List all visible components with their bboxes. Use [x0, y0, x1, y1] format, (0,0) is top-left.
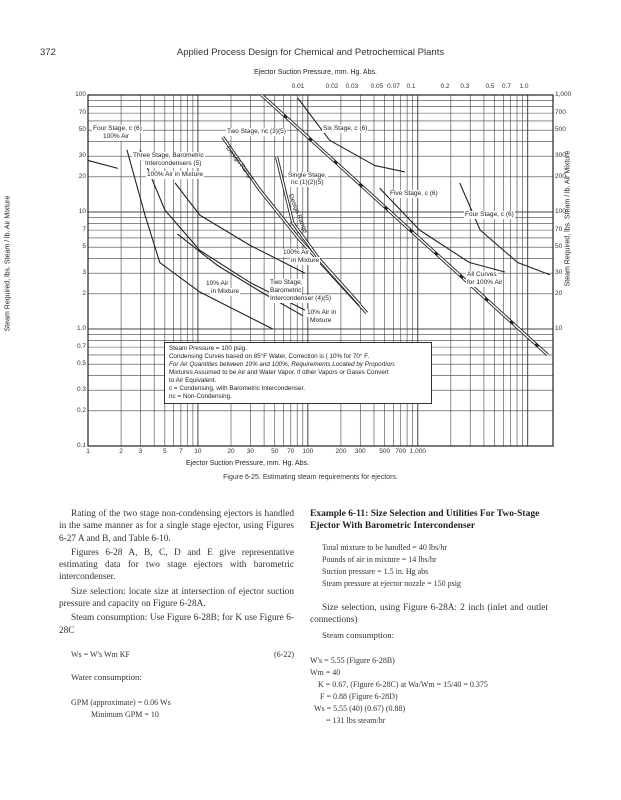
y-tick-label: 50: [78, 126, 86, 134]
y-tick-label: 3: [82, 269, 86, 277]
x2-tick-label: 0.2: [440, 83, 450, 90]
given-line: Steam pressure at ejector nozzle = 150 psig: [322, 579, 461, 588]
annotation: Intercondensers (5): [145, 160, 202, 167]
x-tick-label: 100: [302, 448, 314, 455]
y2-tick-label: 20: [555, 289, 563, 297]
y2-tick-label: 300: [555, 152, 566, 160]
y2-tick-label: 700: [555, 109, 566, 117]
y2-tick-label: 500: [555, 126, 566, 134]
annotation: Design Range: [224, 145, 256, 182]
x-tick-label: 20: [227, 448, 235, 455]
annotation: Four Stage, c (6): [93, 125, 142, 132]
annotation: 10% Air in: [307, 309, 337, 316]
calc-line: Wm = 40: [310, 667, 341, 677]
annotation: Barometric: [270, 287, 302, 294]
calc-line: Ws = 5.55 (40) (0.67) (0.88): [314, 703, 406, 713]
y2-tick-label: 50: [555, 243, 563, 251]
y-tick-label: 10: [78, 208, 86, 215]
annotation: for 100% Air: [467, 279, 503, 286]
annotation: 100% Air: [283, 249, 310, 256]
given-line: Suction pressure = 1.5 in. Hg abs: [322, 567, 429, 576]
y-tick-label: 70: [78, 109, 86, 117]
page-number: 372: [40, 47, 56, 58]
bottom-x-axis-label: Ejector Suction Pressure, mm. Hg. Abs.: [186, 460, 309, 467]
x-tick-label: 2: [119, 448, 123, 455]
y-tick-label: 0.1: [76, 442, 86, 449]
y2-tick-label: 70: [555, 226, 563, 234]
right-column: [310, 508, 548, 727]
y2-tick-label: 10: [555, 325, 563, 332]
paragraph: Size selection, using Figure 6-28A: 2 inch (inlet and outlet connections): [310, 603, 548, 626]
given-line: Pounds of air in mixture = 14 lbs/hr: [322, 555, 437, 564]
annotation: All Curves: [467, 271, 497, 278]
y2-tick-label: 200: [555, 172, 566, 180]
calc-line: F = 0.88 (Figure 6-28D): [320, 691, 398, 701]
y-tick-label: 0.2: [76, 406, 86, 414]
annotation: Six Stage, c (6): [323, 125, 368, 132]
annotation: nc (1)(2)(5): [291, 179, 324, 186]
y-tick-label: 2: [82, 289, 86, 297]
x2-tick-label: 0.5: [485, 83, 495, 90]
x2-tick-label: 0.01: [291, 83, 305, 90]
gpm-minimum: Minimum GPM = 10: [91, 710, 159, 720]
example-heading: Example 6-11: Size Selection and Utilities For Two-Stage Ejector With Barometric Intercondenser: [310, 509, 540, 531]
annotation: Three Stage, Barometric: [133, 152, 204, 159]
y-tick-label: 0.7: [76, 343, 86, 351]
y-tick-label: 5: [82, 243, 86, 251]
x2-tick-label: 0.07: [387, 83, 400, 90]
calc-line: = 131 lbs steam/hr: [326, 715, 386, 725]
paragraph: Size selection: locate size at intersection of ejector suction pressure and capacity on Figure 6-28A.: [59, 586, 294, 610]
annotation: 100% Air in Mixture: [147, 171, 203, 178]
y-tick-label: 20: [78, 172, 86, 180]
annotation: in Mixture: [211, 288, 240, 295]
subheading: Water consumption:: [71, 672, 142, 683]
annotation: in Mixture: [291, 257, 320, 264]
series-line: [298, 98, 405, 172]
chart-legend-notes: [164, 342, 432, 404]
gpm-formula: GPM (approximate) = 0.06 Ws: [71, 698, 171, 708]
running-title: Applied Process Design for Chemical and Petrochemical Plants: [176, 47, 445, 58]
x-tick-label: 70: [287, 448, 295, 455]
legend-line: Steam Pressure = 100 psig.: [169, 345, 247, 352]
x2-tick-label: 0.7: [501, 83, 511, 90]
annotation: Two Stage, nc (3)(5): [227, 128, 286, 135]
annotation: Intercondenser (4)(5): [270, 295, 332, 302]
subheading: Steam consumption:: [322, 629, 395, 640]
given-line: Total mixture to be handled = 40 lbs/hr: [322, 543, 448, 552]
equation-number: (6-22): [274, 649, 294, 659]
x2-tick-label: 0.3: [460, 83, 470, 90]
series-line: [88, 160, 118, 168]
y-tick-label: 100: [75, 91, 86, 98]
paragraph: Figures 6-28 A, B, C, D and E give representative estimating data for two stage ejectors with barometric intercondenser.: [59, 547, 294, 583]
x2-tick-label: 0.1: [406, 83, 416, 90]
annotation: Design Range: [286, 193, 309, 235]
paragraph: Steam consumption: Use Figure 6-28B; for K use Figure 6-28C: [59, 613, 294, 636]
y-tick-label: 0.5: [76, 360, 86, 368]
x-tick-label: 30: [246, 448, 254, 455]
x-tick-label: 700: [395, 448, 407, 455]
left-column: [59, 508, 294, 721]
legend-line: c = Condensing, with Barometric Intercondenser.: [169, 385, 305, 392]
legend-line: Mixtures Assumed to be Air and Water Vapor, if other Vapors or Gases Convert: [169, 369, 389, 376]
x-tick-label: 7: [179, 448, 183, 455]
x-tick-label: 3: [138, 448, 143, 455]
x-tick-label: 5: [163, 448, 167, 455]
x2-tick-label: 1.0: [519, 83, 529, 90]
annotation: Two Stage,: [270, 279, 303, 286]
right-y-axis-label: Steam Required, lbs. Steam / lb. Air Mixture: [564, 150, 572, 287]
calc-line: W's = 5.55 (Figure 6-28B): [310, 655, 395, 665]
legend-line: nc = Non-Condensing.: [169, 393, 232, 400]
x-tick-label: 50: [271, 448, 279, 455]
y-tick-label: 0.3: [76, 386, 86, 394]
x-tick-label: 1: [86, 448, 90, 455]
y2-tick-label: 100: [555, 208, 566, 215]
annotation: Four Stage, c (6): [465, 211, 514, 218]
x2-tick-label: 0.05: [370, 83, 384, 90]
x2-tick-label: 0.03: [345, 83, 359, 90]
legend-line: to Air Equivalent.: [169, 377, 217, 384]
left-y-axis-label: Steam Required, lbs. Steam / lb. Air Mixture: [4, 195, 12, 332]
y-tick-label: 30: [78, 152, 86, 160]
x2-tick-label: 0.02: [325, 83, 339, 90]
annotation: 10% Air: [206, 280, 229, 287]
annotation: 100% Air: [103, 133, 130, 140]
annotation: Five Stage, c (6): [390, 190, 438, 197]
legend-line: For Air Quantities between 10% and 100%, Requirements Located by Proportion.: [169, 361, 396, 368]
x-tick-label: 200: [335, 448, 347, 455]
calc-line: K = 0.67, (Figure 6-28C) at Wa/Wm = 15/40 = 0.375: [318, 679, 488, 689]
x-tick-label: 1,000: [409, 448, 427, 455]
equation: [71, 649, 294, 661]
y-tick-label: 7: [82, 226, 86, 234]
figure-caption: Figure 6-25. Estimating steam requirements for ejectors.: [223, 474, 398, 481]
y2-tick-label: 1,000: [555, 91, 572, 98]
y2-tick-label: 30: [555, 269, 563, 277]
top-x-axis-label: Ejector Suction Pressure, mm. Hg. Abs.: [254, 69, 377, 76]
x-tick-label: 500: [379, 448, 391, 455]
series-line: [460, 183, 550, 275]
y-tick-label: 1.0: [76, 325, 86, 332]
x-tick-label: 300: [354, 448, 366, 455]
annotation: Single Stage,: [288, 172, 327, 179]
x-tick-label: 10: [194, 448, 202, 455]
legend-line: Condensing Curves based on 85°F Water, Correction is ( 10% for 70° F.: [169, 353, 370, 360]
paragraph: Rating of the two stage non-condensing ejectors is handled in the same manner as for a single stage ejector, using Figures 6-27 A and B, and Table 6-10.: [59, 509, 294, 544]
annotation: Mixture: [310, 317, 332, 324]
equation-text: Ws = W's Wm KF: [71, 649, 130, 659]
